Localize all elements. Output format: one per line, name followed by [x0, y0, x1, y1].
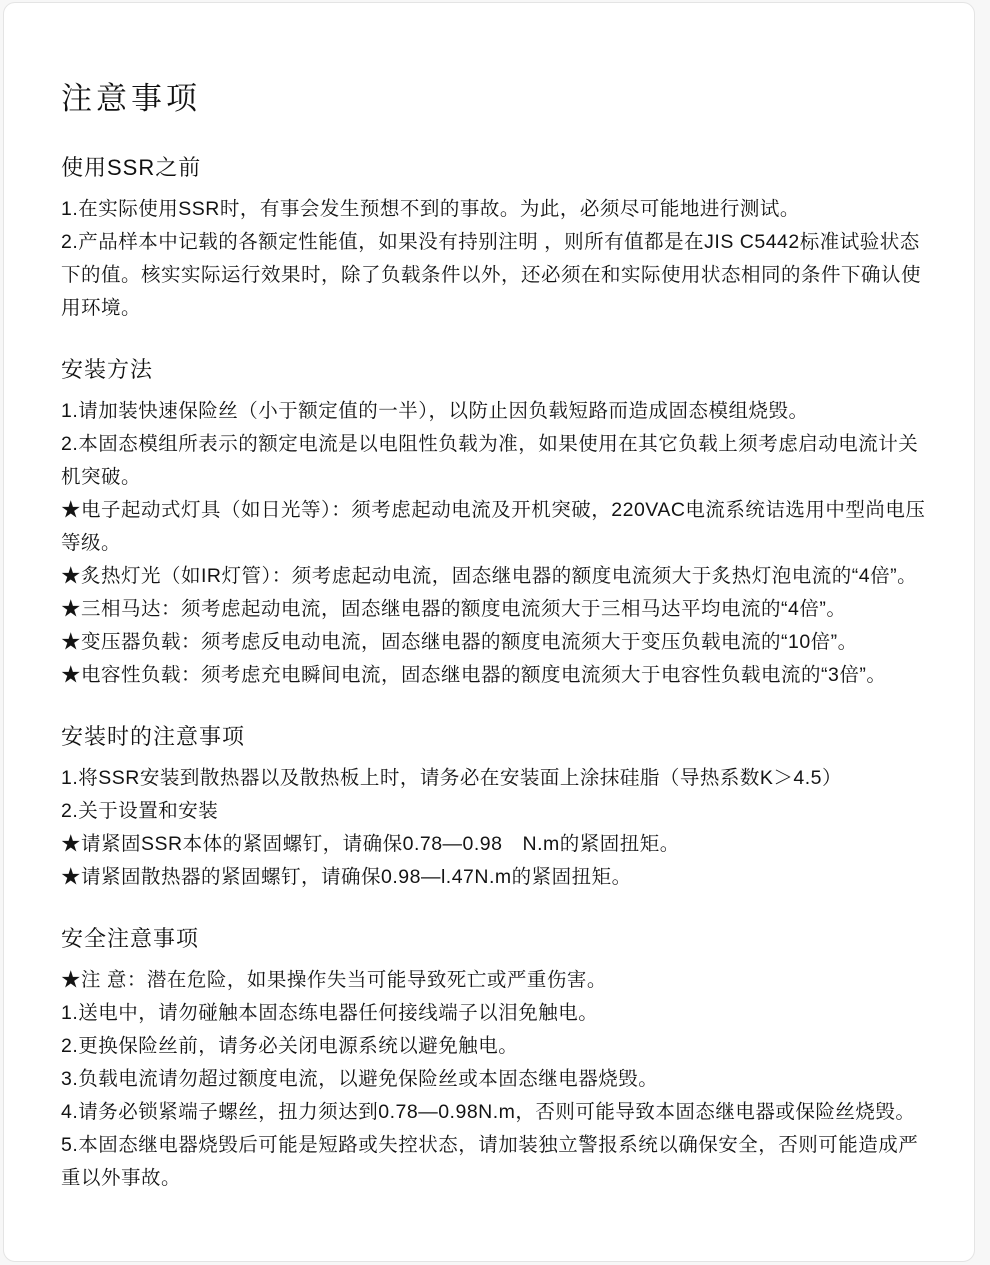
section-installation-method [61, 355, 938, 692]
section-installation-precautions [61, 722, 938, 894]
section-heading: 安全注意事项 [61, 926, 200, 951]
paragraph: 4.请务必锁紧端子螺丝，扭力须达到0.78—0.98N.m，否则可能导致本固态继电器或保险丝烧毁。 [61, 1101, 916, 1123]
paragraph: ★变压器负载：须考虑反电动电流，固态继电器的额度电流须大于变压负载电流的“10倍”。 [61, 631, 858, 653]
paragraph: ★请紧固散热器的紧固螺钉，请确保0.98—l.47N.m的紧固扭矩。 [61, 866, 632, 888]
paragraph: 2.关于设置和安装 [61, 800, 219, 822]
paragraph: ★注 意：潜在危险，如果操作失当可能导致死亡或严重伤害。 [61, 969, 607, 991]
paragraph: ★电容性负载：须考虑充电瞬间电流，固态继电器的额度电流须大于电容性负载电流的“3倍”。 [61, 664, 887, 686]
paragraph: 3.负载电流请勿超过额度电流，以避免保险丝或本固态继电器烧毁。 [61, 1068, 659, 1090]
page-title: 注意事项 [61, 81, 201, 116]
paragraph: 2.更换保险丝前，请务必关闭电源系统以避免触电。 [61, 1035, 519, 1057]
paragraph: 5.本固态继电器烧毁后可能是短路或失控状态，请加装独立警报系统以确保安全，否则可能造成严重以外事故。 [61, 1134, 919, 1189]
paragraph: ★三相马达：须考虑起动电流，固态继电器的额度电流须大于三相马达平均电流的“4倍”。 [61, 598, 847, 620]
paragraph: 1.请加装快速保险丝（小于额定值的一半），以防止因负载短路而造成固态模组烧毁。 [61, 400, 809, 422]
paragraph: 1.送电中，请勿碰触本固态练电器任何接线端子以泪免触电。 [61, 1002, 599, 1024]
section-before-using-ssr [61, 153, 938, 325]
document-card [3, 2, 975, 1262]
paragraph: ★炙热灯光（如IR灯管）：须考虑起动电流，固态继电器的额度电流须大于炙热灯泡电流的“4倍”。 [61, 565, 918, 587]
paragraph: 2.本固态模组所表示的额定电流是以电阻性负载为准，如果使用在其它负载上须考虑启动电流计关机突破。 [61, 433, 919, 488]
paragraph: 1.在实际使用SSR时，有事会发生预想不到的事故。为此，必须尽可能地进行测试。 [61, 198, 800, 220]
section-heading: 安装方法 [61, 357, 154, 382]
paragraph: ★请紧固SSR本体的紧固螺钉，请确保0.78—0.98 N.m的紧固扭矩。 [61, 833, 680, 855]
paragraph: ★电子起动式灯具（如日光等）：须考虑起动电流及开机突破，220VAC电流系统诘选用中型尚电压等级。 [61, 499, 926, 554]
document-content [4, 3, 974, 1195]
section-safety-precautions [61, 924, 938, 1195]
section-heading: 安装时的注意事项 [61, 724, 246, 749]
paragraph: 1.将SSR安装到散热器以及散热板上时，请务必在安装面上涂抹硅脂（导热系数K＞4.5） [61, 767, 842, 789]
section-heading: 使用SSR之前 [61, 155, 202, 180]
paragraph: 2.产品样本中记载的各额定性能值，如果没有持别注明 ，则所有值都是在JIS C5442标准试验状态下的值。核实实际运行效果时，除了负载条件以外，还必须在和实际使用状态相同的条件下确认使用环境。 [61, 231, 922, 319]
